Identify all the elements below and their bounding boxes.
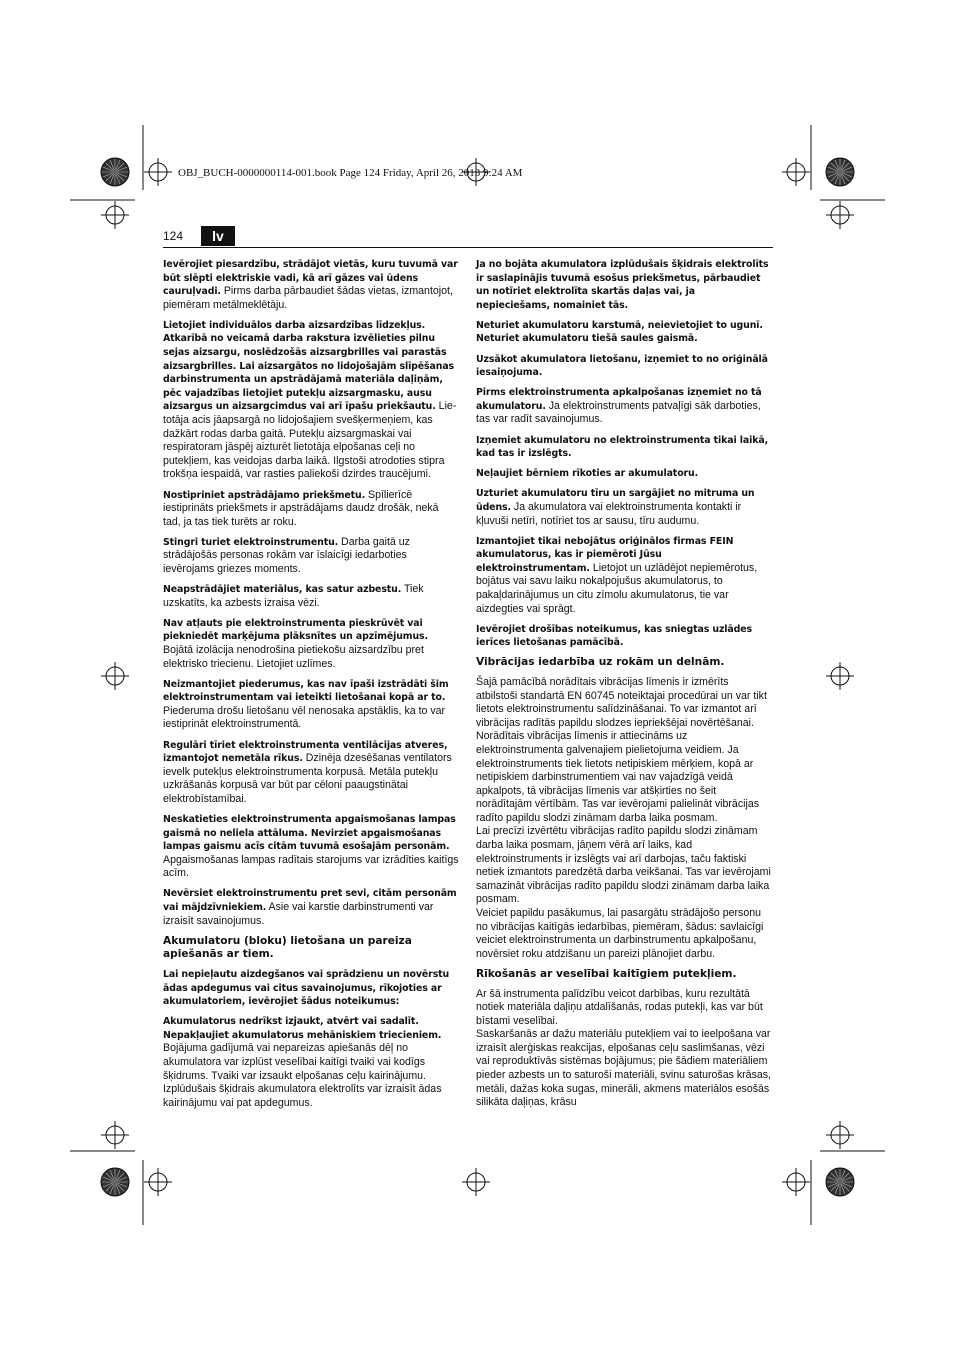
safety-rule-bold: Regulāri tīriet elektroinstrumenta ventilācijas atveres, izmantojot nemetāla rīkus. [163, 739, 448, 765]
safety-paragraph [163, 536, 459, 577]
section-heading: Vibrācijas iedarbība uz rokām un delnām. [476, 656, 725, 669]
safety-paragraph [163, 813, 459, 881]
safety-rule-explanation: Lie-totāja acis jāapsargā no lidojošajiem svešķermeņiem, kas dažkārt rodas darba gaitā. Putekļu aizsargmaskai vai respiratoram jāspēj aizturēt lietotāja elpošanas ceļi no putekļiem, kas veidojas darba laikā. Ilgstoši atrodoties stipra trokšņa iespaidā, var rasties paliekoši dzirdes traucējumi. [163, 400, 457, 481]
safety-rule-explanation: Apgaismošanas lampas radītais starojums var izrādīties kaitīgs acīm. [163, 853, 459, 880]
right-text-column [476, 258, 772, 1116]
safety-rule-bold: Neļaujiet bērniem rīkoties ar akumulatoru. [476, 468, 699, 480]
body-paragraph: Norādītais vibrācijas līmenis ir attiecināms uz elektroinstrumenta galvenajiem pielietojuma veidiem. Ja elektroinstruments tiek lietots netipiskiem mērķiem, kopā ar netipiskiem darbinstrumentiem vai nav vajadzīgā veidā apkalpots, tā vibrācijas līmenis var atšķirties no šeit norādītajām vērtībām. Tas var ievērojami palielināt vibrācijas radīto papildu slodzi zināmam darba laika posmam. [476, 730, 760, 824]
safety-rule-explanation: Pirms darba pārbaudiet šādas vietas, izmantojot, piemēram metālmeklētāju. [163, 285, 453, 311]
body-paragraph: Veiciet papildu pasākumus, lai pasargātu strādājošo personu no vibrācijas kaitīgās iedarbības, piemēram, šādus: savlaicīgi veiciet elektroinstrumenta un darbinstrumentu apkalpošanu, novērsiet roku atdzišanu un pareizi plānojiet darbu. [476, 907, 764, 960]
safety-rule-bold: Lietojiet individuālos darba aizsardzības līdzekļus. Atkarībā no veicamā darba rakstura izvēlieties pilnu sejas aizsargu, noslēdzošās aizsargbrilles vai parastās aizsargbrilles. Lai aizsargātos no lidojošajām slīpēšanas darbinstrumenta un apstrādājamā materiāla daļiņām, pēc vajadzības lietojiet putekļu aizsargmasku, ausu aizsargus un aizsargcimdus vai arī īpašu priekšautu. [163, 319, 455, 413]
safety-paragraph [163, 258, 459, 312]
safety-paragraph [163, 1015, 459, 1110]
safety-paragraph [476, 386, 772, 427]
safety-rule-bold: Akumulatorus nedrīkst izjaukt, atvērt vai sadalīt. Nepakļaujiet akumulatorus mehāniskiem triecieniem. [163, 1016, 442, 1041]
safety-paragraph [163, 968, 459, 1009]
safety-rule-bold: Nevērsiet elektroinstrumentu pret sevi, citām personām vai mājdzīvniekiem. [163, 888, 457, 914]
book-file-meta: OBJ_BUCH-0000000114-001.book Page 124 Friday, April 26, 2013 9:24 AM [178, 167, 523, 179]
safety-rule-bold: Neturiet akumulatoru karstumā, neievietojiet to ugunī. Neturiet akumulatoru tiešā saules gaismā. [476, 319, 763, 345]
safety-rule-explanation: Spīlierīcē iestiprināts priekšmets ir apstrādājams daudz drošāk, nekā tad, ja tas tiek turēts ar roku. [163, 488, 439, 528]
safety-rule-bold: Izmantojiet tikai nebojātus oriģinālos firmas FEIN akumulatorus, kas ir piemēroti Jūsu elektroinstrumentam. [476, 535, 734, 574]
body-paragraph: Šajā pamācībā norādītais vibrācijas līmenis ir izmērīts atbilstoši standartā EN 60745 noteiktajai procedūrai un var tikt lietots elektroinstrumentu salīdzināšanai. To var izmantot arī vibrācijas radītās papildu slodzes iepriekšējai novērtēšanai. [476, 675, 767, 729]
safety-rule-bold: Uzsākot akumulatora lietošanu, izņemiet to no oriģinālā iesaiņojuma. [476, 353, 768, 379]
safety-rule-explanation: Lietojot un uzlādējot nepiemērotus, bojātus vai savu laiku nokalpojušus akumulatorus, to pakaļdarinājumus un citu zīmolu akumulatorus, tie var aizdegties vai sprāgt. [476, 561, 758, 615]
safety-rule-bold: Nostipriniet apstrādājamo priekšmetu. [163, 489, 366, 501]
safety-rule-bold: Pirms elektroinstrumenta apkalpošanas izņemiet no tā akumulatoru. [476, 387, 762, 412]
safety-rule-explanation: Bojātā izolācija nenodrošina pietiekošu aizsardzību pret elektrisko triecienu. Lietojiet uzlīmes. [163, 643, 424, 670]
safety-rule-explanation: Tiek uzskatīts, ka azbests izraisa vēzi. [163, 583, 424, 609]
safety-rule-explanation: Ja akumulatora vai elektroinstrumenta kontakti ir kļuvuši netīri, notīriet tos ar sausu, tīru audumu. [476, 500, 742, 527]
safety-paragraph [476, 467, 772, 481]
header-divider [163, 247, 773, 248]
section-heading: Rīkošanās ar veselībai kaitīgiem putekļiem. [476, 967, 737, 980]
safety-paragraph [163, 489, 459, 530]
safety-rule-explanation: Darba gaitā uz strādājošās personas rokām var īslaicīgi iedarboties ievērojams griezes moments. [163, 535, 410, 575]
safety-paragraph [163, 617, 459, 671]
safety-rule-bold: Izņemiet akumulatoru no elektroinstrumenta tikai laikā, kad tas ir izslēgts. [476, 434, 769, 460]
safety-rule-bold: Ja no bojāta akumulatora izplūdušais šķidrais elektrolīts ir saslapinājis tuvumā esošus priekšmetus, pārbaudiet un notīriet elektrolīta skartās daļas vai, ja nepieciešams, nomainiet tās. [476, 259, 769, 311]
safety-paragraph [476, 258, 772, 312]
body-paragraph: Lai precīzi izvērtētu vibrācijas radīto papildu slodzi zināmam darba laika posmam, jāņem vērā arī laiks, kad elektroinstruments ir izslēgts vai arī darbojas, taču faktiski netiek izmantots paredzētā darba veikšanai. Tas var ievērojami samazināt vibrācijas radīto papildu slodzi zināmam darba laika posmam. [476, 825, 771, 906]
safety-rule-bold: Nav atļauts pie elektroinstrumenta pieskrūvēt vai piekniedēt marķējuma plāksnītes un apzīmējumus. [163, 617, 428, 643]
safety-rule-explanation: Bojājuma gadījumā vai nepareizas apiešanās dēļ no akumulatora var izplūst veselībai kaitīgi tvaiki vai kodīgs šķidrums. Tvaiki var izsaukt elpošanas ceļu kairinājumu. Izplūdušais šķidrais akumulatora elektrolīts var izraisīt ādas kairinājumu vai pat apdegumus. [163, 1042, 442, 1109]
section-heading: Akumulatoru (bloku) lietošana un pareiza apiešanās ar tiem. [163, 934, 412, 961]
safety-rule-bold: Neskatieties elektroinstrumenta apgaismošanas lampas gaismā no neliela attāluma. Nevirziet apgaismošanas lampas gaismu acīs citām tuvumā esošajām personām. [163, 813, 456, 853]
safety-paragraph [476, 353, 772, 380]
safety-paragraph [476, 487, 772, 528]
safety-paragraph [476, 434, 772, 461]
safety-rule-bold: Uzturiet akumulatoru tīru un sargājiet no mitruma un ūdens. [476, 488, 755, 513]
safety-paragraph [476, 319, 772, 346]
safety-paragraph [163, 678, 459, 732]
safety-paragraph [163, 319, 459, 482]
safety-rule-bold: Lai nepieļautu aizdegšanos vai sprādzienu un novērstu ādas apdegumus vai citus savainojumus, rīkojoties ar akumulatoriem, ievērojiet šādus noteikumus: [163, 968, 450, 1008]
safety-paragraph [476, 535, 772, 617]
language-badge: lv [201, 226, 235, 246]
body-paragraph: Ar šā instrumenta palīdzību veicot darbības, kuru rezultātā notiek materiāla daļiņu atdalīšanās, rodas putekļi, kas var būt bīstami veselībai. [476, 987, 763, 1027]
safety-rule-explanation: Asie vai karstie darbinstrumenti var izraisīt savainojumus. [163, 901, 434, 927]
safety-rule-bold: Stingri turiet elektroinstrumentu. [163, 536, 339, 548]
safety-paragraph [476, 623, 772, 650]
safety-rule-bold: Ievērojiet piesardzību, strādājot vietās, kuru tuvumā var būt slēpti elektriskie vadi, kā arī gāzes vai ūdens cauruļvadi. [163, 259, 458, 298]
safety-paragraph [163, 887, 459, 928]
safety-rule-explanation: Ja elektroinstruments patvaļīgi sāk darboties, tas var radīt savainojumus. [476, 399, 761, 426]
safety-paragraph [163, 739, 459, 807]
safety-paragraph [163, 583, 459, 610]
left-text-column [163, 258, 459, 1117]
safety-rule-explanation: Dzinēja dzesēšanas ventilators ievelk putekļus elektroinstrumenta korpusā. Metāla putekļu uzkrāšanās korpusā var būt par cēloni paaugstinātai elektrobīstamībai. [163, 752, 452, 805]
body-paragraph: Saskaršanās ar dažu materiālu putekļiem vai to ieelpošana var izraisīt alerģiskas reakcijas, elpošanas ceļu saslimšanas, vēzi vai reproduktīvās sistēmas bojājumus; pie šādiem materiāliem pieder azbests un to saturoši materiāli, svinu saturošas krāsas, metāli, dažas koka sugas, minerāli, akmens materiālos esošās silikāta daļiņas, krāsu [476, 1028, 771, 1109]
safety-rule-explanation: Piederuma drošu lietošanu vēl nenosaka apstāklis, ka to var iestiprināt elektroinstrumentā. [163, 704, 446, 731]
page-number: 124 [163, 229, 184, 243]
safety-rule-bold: Neapstrādājiet materiālus, kas satur azbestu. [163, 584, 402, 596]
safety-rule-bold: Neizmantojiet piederumus, kas nav īpaši izstrādāti šim elektroinstrumentam vai ieteikti lietošanai kopā ar to. [163, 678, 449, 704]
safety-rule-bold: Ievērojiet drošības noteikumus, kas sniegtas uzlādes ierīces lietošanas pamācībā. [476, 623, 753, 649]
